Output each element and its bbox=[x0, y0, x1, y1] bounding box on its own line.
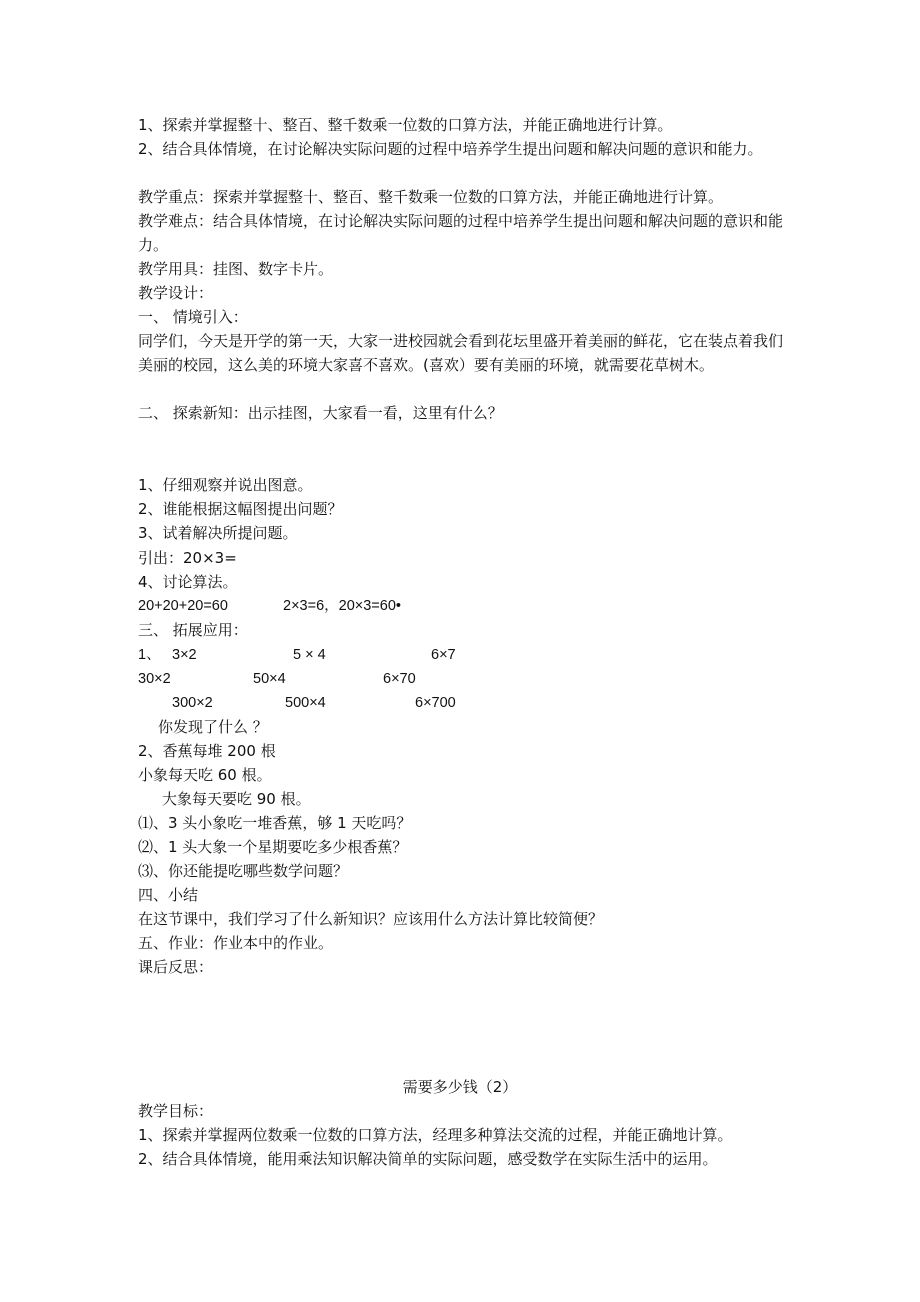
lesson-2-goal-2: 2、结合具体情境，能用乘法知识解决简单的实际问题，感受数学在实际生活中的运用。 bbox=[138, 1150, 718, 1168]
question-3: 3、试着解决所提问题。 bbox=[138, 524, 298, 542]
row-3-item-2: 500×4 bbox=[285, 695, 326, 711]
discovery-question: 你发现了什么 ？ bbox=[158, 718, 268, 736]
difficulty: 教学难点：结合具体情境，在讨论解决实际问题的过程中培养学生提出问题和解决问题的意识和能力。 bbox=[138, 212, 784, 254]
question-2: 2、谁能根据这幅图提出问题？ bbox=[138, 500, 343, 518]
problem-2: 2、香蕉每堆 200 根 bbox=[138, 742, 276, 760]
row-1-label: 1、 bbox=[138, 647, 161, 663]
goal-2: 2、结合具体情境，在讨论解决实际问题的过程中培养学生提出问题和解决问题的意识和能力。 bbox=[138, 140, 763, 158]
goal-1: 1、探索并掌握整十、整百、整千数乘一位数的口算方法，并能正确地进行计算。 bbox=[138, 116, 673, 134]
teaching-tools: 教学用具：挂图、数字卡片。 bbox=[138, 260, 334, 278]
row-3-item-1: 300×2 bbox=[172, 695, 213, 711]
sub-question-2: ⑵、1 头大象一个星期要吃多少根香蕉？ bbox=[138, 838, 408, 856]
small-elephant: 小象每天吃 60 根。 bbox=[138, 766, 272, 784]
row-3-item-3: 6×700 bbox=[415, 695, 456, 711]
algorithm-a: 20+20+20=60 bbox=[138, 598, 228, 614]
key-point: 教学重点：探索并掌握整十、整百、整千数乘一位数的口算方法，并能正确地进行计算。 bbox=[138, 188, 724, 206]
row-2-item-3: 6×70 bbox=[383, 671, 416, 687]
question-1: 1、仔细观察并说出图意。 bbox=[138, 476, 313, 494]
lesson-2-title: 需要多少钱（2） bbox=[402, 1078, 518, 1096]
section-1-text: 同学们，今天是开学的第一天，大家一进校园就会看到花坛里盛开着美丽的鲜花，它在装点着我们美丽的校园，这么美的环境大家喜不喜欢。(喜欢）要有美丽的环境，就需要花草树木。 bbox=[138, 332, 784, 374]
row-2-item-2: 50×4 bbox=[253, 671, 286, 687]
section-4-text: 在这节课中，我们学习了什么新知识？应该用什么方法计算比较简便？ bbox=[138, 910, 604, 928]
lesson-2-goals-label: 教学目标： bbox=[138, 1102, 214, 1120]
algorithm-b: 2×3=6，20×3=60• bbox=[283, 598, 401, 614]
lead-out: 引出：20×3= bbox=[138, 549, 237, 567]
question-4: 4、讨论算法。 bbox=[138, 573, 238, 591]
big-elephant: 大象每天要吃 90 根。 bbox=[162, 790, 311, 808]
row-2-item-1: 30×2 bbox=[138, 671, 171, 687]
row-1-item-1: 3×2 bbox=[172, 647, 197, 663]
sub-question-1: ⑴、3 头小象吃一堆香蕉，够 1 天吃吗？ bbox=[138, 814, 412, 832]
section-3-title: 三、 拓展应用： bbox=[138, 621, 248, 639]
after-class-reflection: 课后反思： bbox=[138, 958, 214, 976]
section-4-title: 四、小结 bbox=[138, 886, 199, 904]
sub-question-3: ⑶、你还能提吃哪些数学问题？ bbox=[138, 862, 349, 880]
section-5-homework: 五、作业：作业本中的作业。 bbox=[138, 934, 334, 952]
section-1-title: 一、 情境引入： bbox=[138, 308, 248, 326]
lesson-2-goal-1: 1、探索并掌握两位数乘一位数的口算方法，经理多种算法交流的过程，并能正确地计算。 bbox=[138, 1126, 733, 1144]
section-2-title: 二、 探索新知：出示挂图，大家看一看，这里有什么？ bbox=[138, 404, 503, 422]
row-1-item-3: 6×7 bbox=[431, 647, 456, 663]
row-1-item-2: 5 × 4 bbox=[293, 647, 326, 663]
teaching-design: 教学设计： bbox=[138, 284, 214, 302]
